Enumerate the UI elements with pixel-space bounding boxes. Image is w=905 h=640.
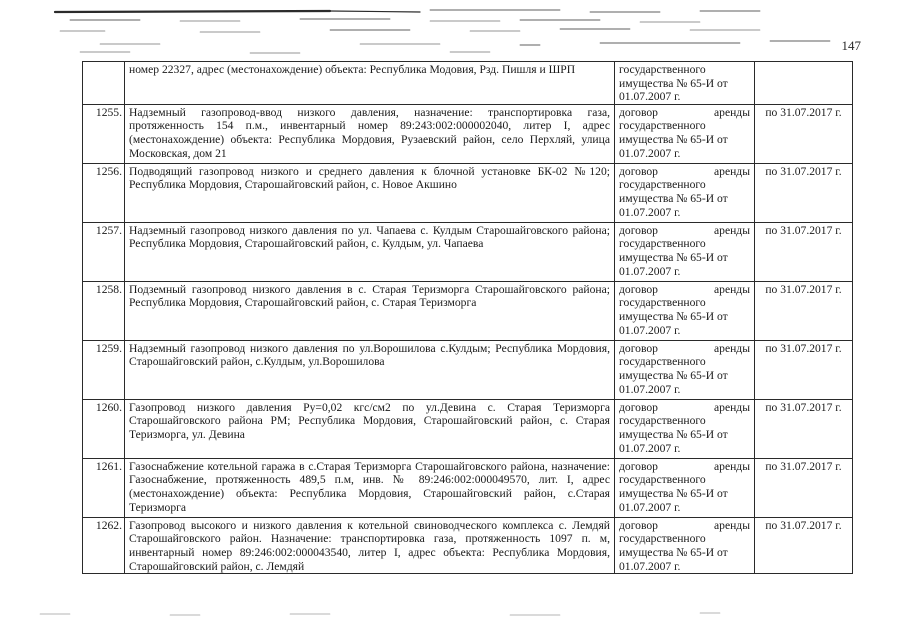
property-table	[82, 61, 853, 574]
basis-line-4: 01.07.2007 г.	[619, 146, 681, 160]
row-description: Подземный газопровод низкого давления в с. Старая Теризморга Старошайговского района; Республика Мордовия, Старошайговский район, с. Старая Теризморга	[125, 281, 615, 340]
row-term: по 31.07.2017 г.	[755, 340, 853, 399]
basis-line-2: государственного	[619, 119, 706, 133]
basis-word-b: аренды	[714, 400, 750, 414]
row-description: Надземный газопровод низкого давления по ул.Ворошилова с.Кулдым; Республика Мордовия, Старошайговский район, с.Кулдым, ул.Ворошилова	[125, 340, 615, 399]
basis-line-3: имущества № 65-И от	[619, 191, 728, 205]
basis-word-a: договор	[619, 459, 658, 473]
table-row	[83, 399, 853, 458]
basis-line-3: имущества № 65-И от	[619, 486, 728, 500]
basis-line-4: 01.07.2007 г.	[619, 90, 681, 104]
table-row	[83, 340, 853, 399]
basis-line-1	[619, 342, 750, 356]
table-row	[83, 104, 853, 163]
row-term	[755, 62, 853, 105]
basis-line-1	[619, 165, 750, 179]
basis-word-a: договор	[619, 164, 658, 178]
row-term: по 31.07.2017 г.	[755, 458, 853, 517]
row-basis	[615, 517, 755, 573]
row-description: номер 22327, адрес (местонахождение) объекта: Республика Модовия, Рзд. Пишля и ШРП	[125, 62, 615, 105]
row-number: 1258.	[83, 281, 125, 340]
scan-noise-top	[0, 0, 905, 60]
basis-line-4: 01.07.2007 г.	[619, 500, 681, 514]
basis-line-3: имущества № 65-И от	[619, 132, 728, 146]
basis-word-a: договор	[619, 105, 658, 119]
row-basis	[615, 104, 755, 163]
basis-line-1	[619, 401, 750, 415]
row-term: по 31.07.2017 г.	[755, 222, 853, 281]
row-basis	[615, 62, 755, 105]
basis-line-4: 01.07.2007 г.	[619, 323, 681, 337]
basis-line-2: государственного	[619, 296, 706, 310]
basis-line-3: имущества № 65-И от	[619, 368, 728, 382]
row-term: по 31.07.2017 г.	[755, 399, 853, 458]
row-description: Надземный газопровод низкого давления по ул. Чапаева с. Кулдым Старошайговского района; Республика Мордовия, Старошайговский район, с. Кулдым, ул. Чапаева	[125, 222, 615, 281]
row-number: 1256.	[83, 163, 125, 222]
basis-line-1	[619, 283, 750, 297]
basis-line-1	[619, 224, 750, 238]
basis-line-3: имущества № 65-И от	[619, 545, 728, 559]
basis-line-2: государственного	[619, 178, 706, 192]
basis-word-a: договор	[619, 400, 658, 414]
basis-word-b: аренды	[714, 518, 750, 532]
basis-word-b: аренды	[714, 282, 750, 296]
basis-line-1	[619, 106, 750, 120]
table-row	[83, 222, 853, 281]
basis-word-a: договор	[619, 223, 658, 237]
row-description: Газоснабжение котельной гаража в с.Старая Теризморга Старошайговского района, назначение: Газоснабжение, протяженность 489,5 п.м, инв. № 89:246:002:000049570, лит. I, адрес (местонахождение) объекта: Республика Мордовия, Старошайговский район, с.Старая Теризморга	[125, 458, 615, 517]
table-row	[83, 163, 853, 222]
row-description: Подводящий газопровод низкого и среднего давления к блочной установке БК-02 №120; Республика Мордовия, Старошайговский район, с. Новое Акшино	[125, 163, 615, 222]
row-number: 1255.	[83, 104, 125, 163]
table-row-continuation	[83, 62, 853, 105]
basis-word-a: договор	[619, 282, 658, 296]
row-basis	[615, 163, 755, 222]
row-number: 1260.	[83, 399, 125, 458]
row-number: 1257.	[83, 222, 125, 281]
basis-line-4: 01.07.2007 г.	[619, 559, 681, 573]
row-description: Газопровод высокого и низкого давления к котельной свиноводческого комплекса с. Лемдяй Старошайговского район. Назначение: транспортировка газа, протяженность 1097 п. м, инвентарный номер 89:246:002:000043540, литер I, адрес объекта: Республика Мордовия, Старошайговский район, с. Лемдяй	[125, 517, 615, 573]
basis-line-2: государственного	[619, 473, 706, 487]
basis-line-4: 01.07.2007 г.	[619, 205, 681, 219]
table-row	[83, 517, 853, 573]
row-basis	[615, 458, 755, 517]
basis-word-b: аренды	[714, 164, 750, 178]
basis-word-b: аренды	[714, 105, 750, 119]
basis-word-a: договор	[619, 341, 658, 355]
row-basis	[615, 281, 755, 340]
row-term: по 31.07.2017 г.	[755, 104, 853, 163]
table-row	[83, 281, 853, 340]
row-number	[83, 62, 125, 105]
basis-line-3: имущества № 65-И от	[619, 250, 728, 264]
row-number: 1262.	[83, 517, 125, 573]
basis-line-2: государственного	[619, 355, 706, 369]
basis-line-3: имущества № 65-И от	[619, 309, 728, 323]
basis-word-b: аренды	[714, 341, 750, 355]
row-number: 1261.	[83, 458, 125, 517]
row-description: Надземный газопровод-ввод низкого давления, назначение: транспортировка газа, протяженность 154 п.м., инвентарный номер 89:243:002:000002040, литер I, адрес (местонахождение) объекта: Республика Мордовия, Рузаевский район, село Перхляй, улица Московская, дом 21	[125, 104, 615, 163]
table-row	[83, 458, 853, 517]
basis-line-4: 01.07.2007 г.	[619, 382, 681, 396]
row-basis	[615, 340, 755, 399]
basis-line-2: государственного	[619, 414, 706, 428]
basis-line-3: имущества № 65-И от	[619, 76, 728, 90]
basis-word-b: аренды	[714, 223, 750, 237]
basis-line-2: государственного	[619, 63, 706, 76]
scan-noise-bottom	[0, 600, 905, 640]
basis-line-4: 01.07.2007 г.	[619, 441, 681, 455]
row-basis	[615, 399, 755, 458]
row-basis	[615, 222, 755, 281]
basis-line-3: имущества № 65-И от	[619, 427, 728, 441]
basis-line-1	[619, 519, 750, 533]
page-number: 147	[841, 38, 861, 53]
row-number: 1259.	[83, 340, 125, 399]
basis-line-4: 01.07.2007 г.	[619, 264, 681, 278]
row-description: Газопровод низкого давления Ру=0,02 кгс/см2 по ул.Девина с. Старая Теризморга Старошайговского района РМ; Республика Мордовия, Старошайговский район, с. Старая Теризморга, ул. Девина	[125, 399, 615, 458]
row-term: по 31.07.2017 г.	[755, 517, 853, 573]
row-term: по 31.07.2017 г.	[755, 281, 853, 340]
basis-line-2: государственного	[619, 532, 706, 546]
basis-line-1	[619, 460, 750, 474]
row-term: по 31.07.2017 г.	[755, 163, 853, 222]
basis-word-a: договор	[619, 518, 658, 532]
basis-line-2: государственного	[619, 237, 706, 251]
basis-word-b: аренды	[714, 459, 750, 473]
